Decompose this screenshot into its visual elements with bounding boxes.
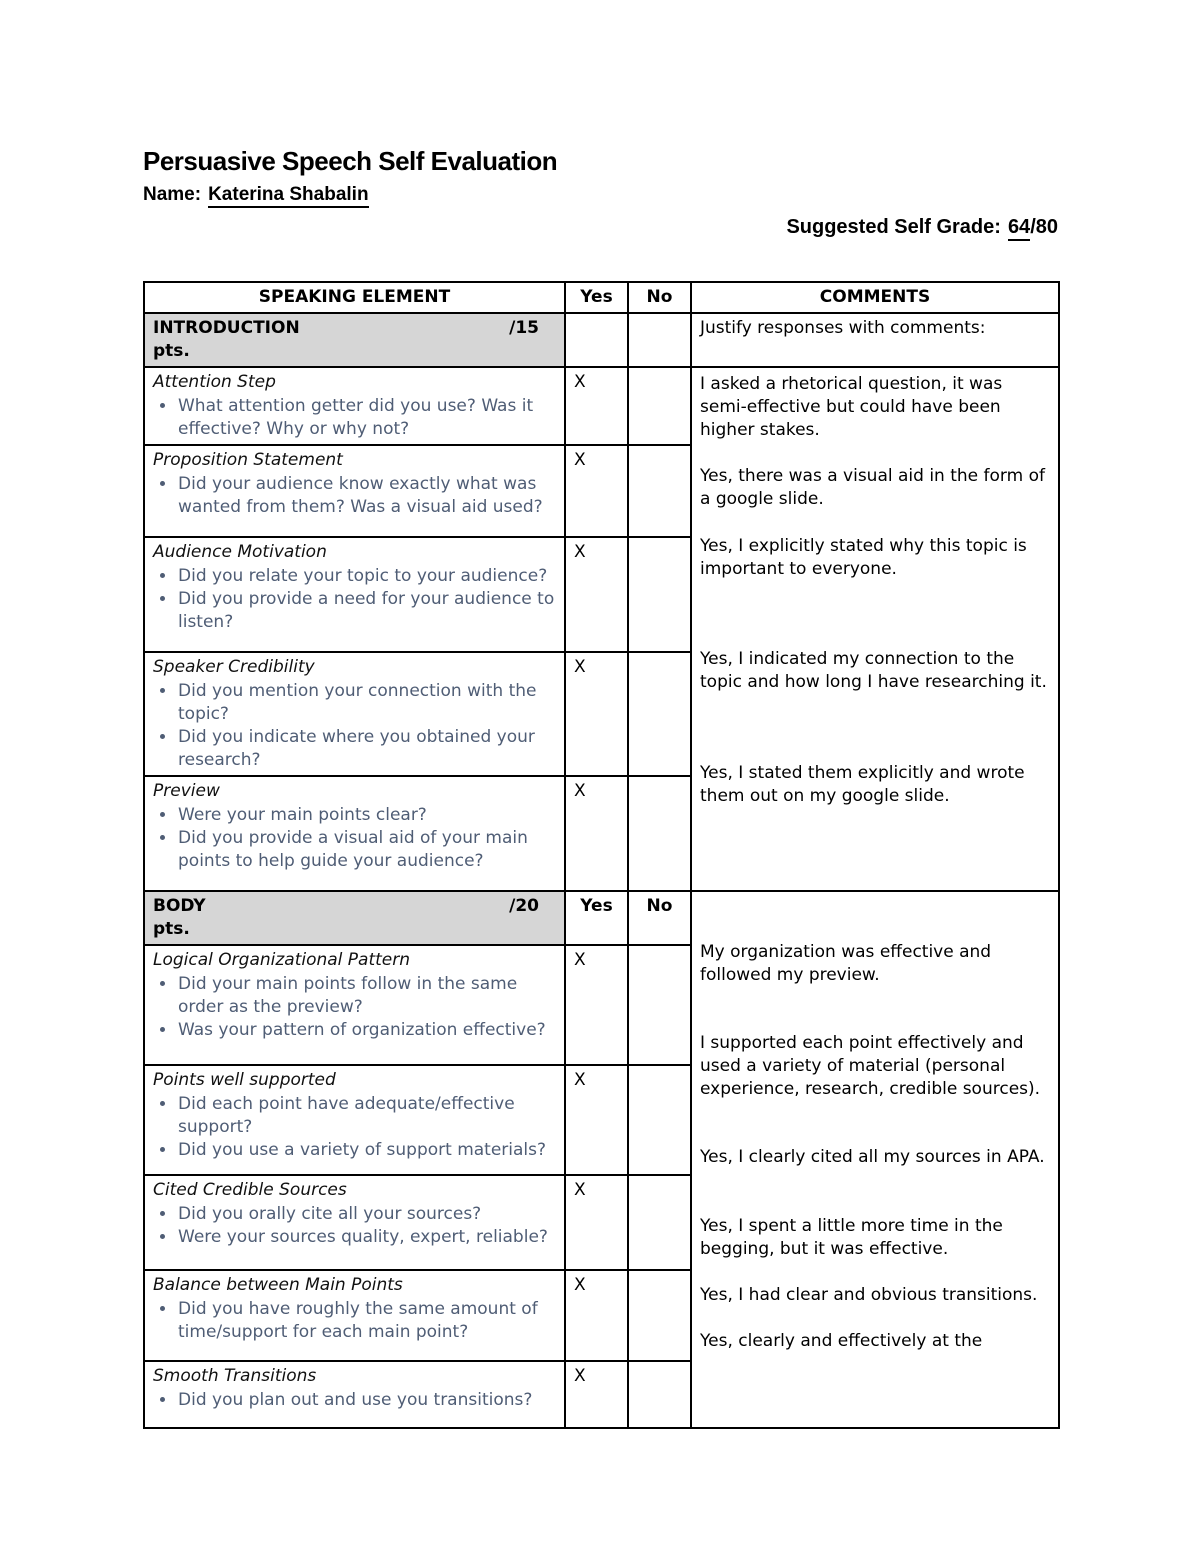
yes-cell: X	[565, 1065, 628, 1175]
question-bullet: • Did each point have adequate/effective support?	[177, 1093, 556, 1139]
question-bullet: • Were your sources quality, expert, reliable?	[177, 1226, 556, 1249]
no-cell	[628, 776, 691, 891]
question-bullet: • Were your main points clear?	[177, 804, 556, 827]
yes-cell: X	[565, 537, 628, 652]
question-bullet: • Did you have roughly the same amount of time/support for each main point?	[177, 1298, 556, 1344]
comment-paragraph: I supported each point effectively and used a variety of material (personal experience, research, credible sources).	[700, 1033, 1041, 1099]
section-title-introduction	[144, 313, 565, 367]
no-cell	[628, 367, 691, 445]
speaking-element-cell	[144, 1361, 565, 1428]
question-bullet: • Did you provide a visual aid of your main points to help guide your audience?	[177, 827, 556, 873]
row-label: Proposition Statement	[153, 450, 343, 470]
question-bullet: • Did you indicate where you obtained your research?	[177, 726, 556, 772]
name-label: Name:	[143, 184, 202, 205]
comment-paragraph: Yes, I spent a little more time in the begging, but it was effective.	[700, 1216, 1003, 1259]
row-label: Smooth Transitions	[153, 1366, 317, 1386]
speaking-element-cell	[144, 445, 565, 537]
comments-cell-introduction	[691, 367, 1059, 891]
yes-cell: X	[565, 1175, 628, 1270]
section-title-text: INTRODUCTION	[153, 318, 300, 338]
section-row-body	[144, 891, 1059, 945]
section-pts-label: pts.	[153, 919, 190, 939]
question-bullet: • Did your audience know exactly what was wanted from them? Was a visual aid used?	[177, 473, 556, 519]
row-label: Balance between Main Points	[153, 1275, 403, 1295]
no-cell	[628, 1175, 691, 1270]
no-cell	[628, 945, 691, 1065]
question-bullet: • Did you plan out and use you transitions?	[177, 1389, 556, 1412]
page-title: Persuasive Speech Self Evaluation	[143, 146, 558, 176]
grade-total: /80	[1030, 216, 1058, 238]
column-header-yes: Yes	[565, 282, 628, 313]
section-title-body	[144, 891, 565, 945]
question-bullet: • Did you relate your topic to your audience?	[177, 565, 556, 588]
comment-paragraph: Yes, there was a visual aid in the form of a google slide.	[700, 466, 1045, 509]
grade-label: Suggested Self Grade:	[786, 216, 1001, 238]
column-header-no: No	[628, 282, 691, 313]
yes-cell	[565, 313, 628, 367]
row-label: Points well supported	[153, 1070, 336, 1090]
speaking-element-cell	[144, 1270, 565, 1361]
speaking-element-cell	[144, 776, 565, 891]
column-header-comments: COMMENTS	[691, 282, 1059, 313]
yes-cell: X	[565, 1361, 628, 1428]
section-row-introduction	[144, 313, 1059, 367]
question-bullet: • Did you use a variety of support materials?	[177, 1139, 556, 1162]
no-subheader: No	[628, 891, 691, 945]
question-bullet: • Did your main points follow in the same order as the preview?	[177, 973, 556, 1019]
speaking-element-cell	[144, 652, 565, 776]
question-bullet: • Did you mention your connection with the topic?	[177, 680, 556, 726]
row-label: Attention Step	[153, 372, 276, 392]
speaking-element-cell	[144, 537, 565, 652]
name-line	[143, 184, 369, 206]
row-label: Audience Motivation	[153, 542, 327, 562]
yes-cell: X	[565, 776, 628, 891]
no-cell	[628, 313, 691, 367]
no-cell	[628, 445, 691, 537]
speaking-element-cell	[144, 945, 565, 1065]
no-cell	[628, 1361, 691, 1428]
question-bullet: • Did you orally cite all your sources?	[177, 1203, 556, 1226]
question-bullet: • Did you provide a need for your audience to listen?	[177, 588, 556, 634]
row-label: Preview	[153, 781, 220, 801]
speaking-element-cell	[144, 1065, 565, 1175]
row-label: Speaker Credibility	[153, 657, 315, 677]
yes-cell: X	[565, 445, 628, 537]
comment-paragraph: Yes, I clearly cited all my sources in APA.	[700, 1147, 1045, 1167]
yes-subheader: Yes	[565, 891, 628, 945]
section-points: /20	[509, 896, 539, 916]
comment-paragraph: Yes, clearly and effectively at the	[700, 1331, 983, 1351]
section-pts-label: pts.	[153, 341, 190, 361]
row-label: Logical Organizational Pattern	[153, 950, 411, 970]
no-cell	[628, 537, 691, 652]
comment-paragraph: Yes, I stated them explicitly and wrote them out on my google slide.	[700, 763, 1025, 806]
speaking-element-cell	[144, 1175, 565, 1270]
yes-cell: X	[565, 945, 628, 1065]
comment-paragraph: I asked a rhetorical question, it was semi-effective but could have been higher stakes.	[700, 374, 1003, 440]
speaking-element-cell	[144, 367, 565, 445]
table-header-row	[144, 282, 1059, 313]
comment-paragraph: Yes, I explicitly stated why this topic is important to everyone.	[700, 536, 1027, 579]
comment-paragraph: My organization was effective and followed my preview.	[700, 942, 992, 985]
comments-cell-body	[691, 891, 1059, 1428]
row-label: Cited Credible Sources	[153, 1180, 347, 1200]
row-attention-step	[144, 367, 1059, 445]
comments-instruction-cell: Justify responses with comments:	[691, 313, 1059, 367]
grade-line	[786, 216, 1058, 239]
yes-cell: X	[565, 367, 628, 445]
name-value: Katerina Shabalin	[208, 184, 369, 208]
column-header-speaking-element: SPEAKING ELEMENT	[144, 282, 565, 313]
comment-paragraph: Yes, I indicated my connection to the topic and how long I have researching it.	[700, 649, 1047, 692]
yes-cell: X	[565, 652, 628, 776]
no-cell	[628, 652, 691, 776]
section-title-text: BODY	[153, 896, 206, 916]
question-bullet: • Was your pattern of organization effective?	[177, 1019, 556, 1042]
no-cell	[628, 1270, 691, 1361]
evaluation-table	[143, 281, 1060, 1429]
comment-paragraph: Yes, I had clear and obvious transitions.	[700, 1285, 1038, 1305]
section-points: /15	[509, 318, 539, 338]
no-cell	[628, 1065, 691, 1175]
question-bullet: • What attention getter did you use? Was it effective? Why or why not?	[177, 395, 556, 441]
grade-value: 64	[1008, 216, 1030, 241]
yes-cell: X	[565, 1270, 628, 1361]
